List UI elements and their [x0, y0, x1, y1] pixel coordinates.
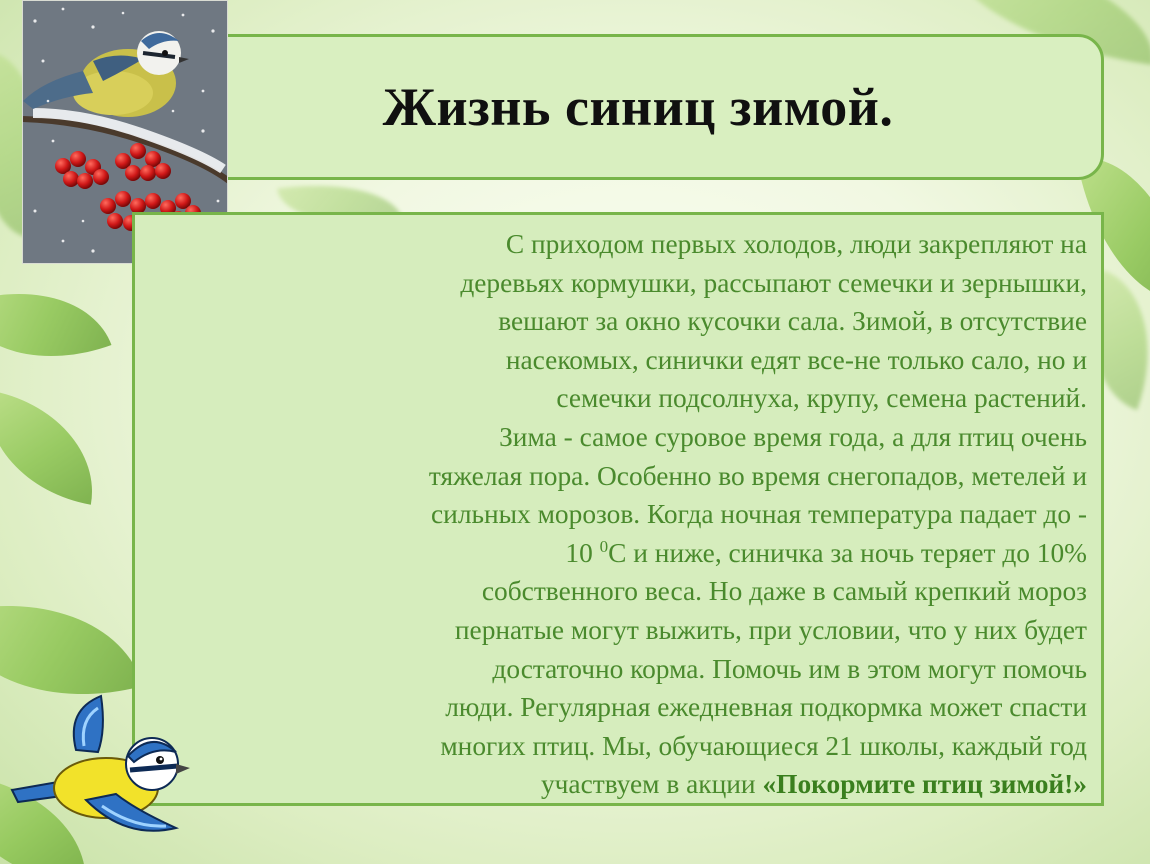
body-line: вешают за окно кусочки сала. Зимой, в отсутствие — [498, 306, 1087, 337]
temperature-continuation: С и ниже, синичка за ночь теряет до 10% — [608, 537, 1087, 568]
body-line: тяжелая пора. Особенно во время снегопадов, метелей и — [428, 460, 1087, 491]
body-line: достаточно корма. Помочь им в этом могут помочь — [492, 653, 1087, 684]
body-line: пернатые могут выжить, при условии, что у них будет — [454, 614, 1087, 645]
body-line: насекомых, синички едят все-не только сало, но и — [505, 344, 1087, 375]
body-line: сильных морозов. Когда ночная температура падает до - — [431, 499, 1087, 530]
body-line: собственного веса. Но даже в самый крепкий мороз — [481, 576, 1087, 607]
background-leaf — [0, 390, 107, 504]
body-line: деревьях кормушки, рассыпают семечки и зернышки, — [460, 267, 1087, 298]
flying-blue-tit-clipart — [6, 690, 196, 838]
temperature-value: 10 — [565, 537, 600, 568]
body-line — [565, 538, 1087, 568]
campaign-name: «Покормите птиц зимой!» — [762, 769, 1087, 800]
degree-superscript: 0 — [599, 536, 609, 556]
body-text — [163, 225, 1087, 804]
body-line: С приходом первых холодов, люди закрепляют на — [505, 229, 1087, 259]
last-line-text: участвуем в акции — [540, 769, 763, 800]
body-line: люди. Регулярная ежедневная подкормка может спасти — [445, 692, 1087, 723]
flying-blue-tit-icon — [6, 690, 196, 838]
text-panel — [132, 212, 1104, 806]
slide-title: Жизнь синиц зимой. — [382, 77, 894, 137]
body-line: Зима - самое суровое время года, а для птиц очень — [499, 421, 1087, 452]
body-line: многих птиц. Мы, обучающиеся 21 школы, каждый год — [440, 730, 1087, 761]
body-line: семечки подсолнуха, крупу, семена растений. — [556, 383, 1087, 414]
title-panel — [218, 34, 1104, 180]
body-line — [541, 769, 1087, 799]
background-leaf — [0, 260, 111, 389]
